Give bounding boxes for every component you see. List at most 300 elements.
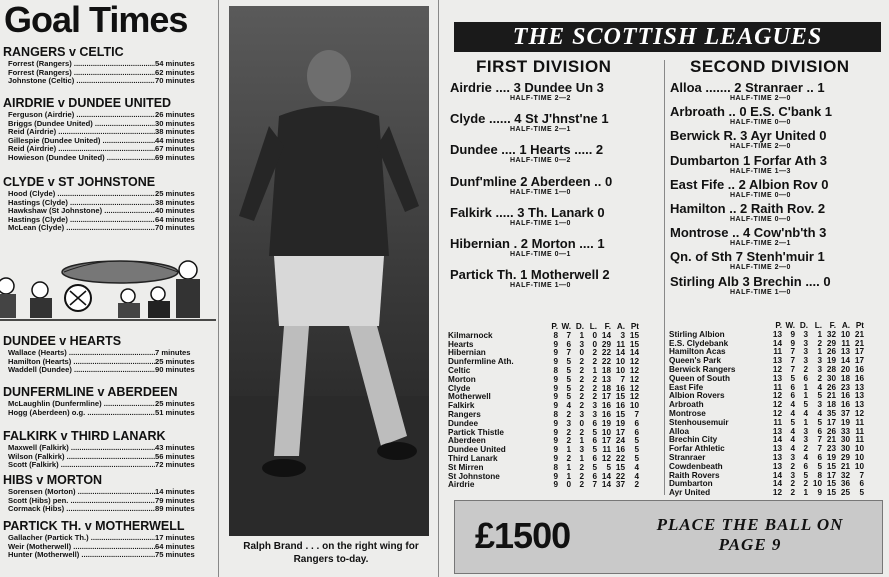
table-cell: 2 bbox=[592, 374, 597, 384]
team-name: Dundee United bbox=[448, 446, 506, 455]
goal-scorer: Scott (Hibs) pen. ..... bbox=[8, 497, 155, 506]
table-cell: 8 bbox=[553, 462, 558, 472]
table-cell: 1 bbox=[579, 330, 584, 340]
table-cell: 6 bbox=[592, 471, 597, 481]
goal-scorer: Sorensen (Morton) ..... bbox=[8, 488, 155, 497]
table-cell: 16 bbox=[615, 383, 625, 393]
match-block bbox=[3, 334, 215, 375]
table-cell: 3 bbox=[579, 339, 584, 349]
table-cell: 26 bbox=[826, 426, 836, 436]
match-heading: DUNDEE v HEARTS bbox=[3, 334, 122, 348]
table-cell: 1 bbox=[579, 453, 584, 463]
table-cell: 7 bbox=[592, 480, 597, 490]
table-cell: 4 bbox=[790, 435, 795, 445]
goal-minute: 67 minutes bbox=[155, 144, 195, 154]
goal-minute: 25 minutes bbox=[155, 356, 195, 366]
team-name: Berwick Rangers bbox=[669, 365, 736, 374]
table-cell: 15 bbox=[615, 409, 625, 419]
half-time-score: HALF-TIME 2—1 bbox=[730, 240, 791, 248]
table-cell: 3 bbox=[803, 356, 808, 366]
match-block bbox=[3, 175, 215, 233]
table-cell: 19 bbox=[826, 356, 836, 366]
match-heading: FALKIRK v THIRD LANARK bbox=[3, 429, 166, 443]
goal-row bbox=[3, 224, 215, 233]
table-cell: 12 bbox=[629, 357, 639, 367]
table-cell: 6 bbox=[634, 418, 639, 428]
half-time-score: HALF-TIME 2—2 bbox=[510, 95, 571, 102]
second-division-title: SECOND DIVISION bbox=[690, 57, 850, 76]
table-cell: 4 bbox=[634, 471, 639, 481]
table-cell: 11 bbox=[855, 417, 864, 427]
table-cell: 1 bbox=[579, 436, 584, 446]
team-name: Queen of South bbox=[669, 374, 730, 383]
goal-row bbox=[3, 505, 215, 514]
half-time-score: HALF-TIME 2—0 bbox=[730, 143, 791, 151]
table-cell: 4 bbox=[566, 401, 571, 411]
team-name: St Mirren bbox=[448, 463, 484, 472]
table-cell: 10 bbox=[812, 479, 822, 489]
goal-scorer: Forrest (Rangers) ..... bbox=[8, 60, 155, 69]
table-cell: 5 bbox=[817, 391, 822, 401]
match-result: Stirling Alb 3 Brechin .... 0 bbox=[670, 273, 831, 289]
table-cell: 26 bbox=[826, 347, 836, 357]
goal-minute: 44 minutes bbox=[155, 135, 195, 145]
table-cell: 21 bbox=[826, 391, 836, 401]
table-cell: 6 bbox=[803, 373, 808, 383]
table-cell: 6 bbox=[790, 391, 795, 401]
goal-scorer: Reid (Airdrie) ..... bbox=[8, 128, 155, 137]
table-cell: 24 bbox=[615, 436, 625, 446]
goal-minute: 56 minutes bbox=[155, 451, 195, 461]
table-cell: 10 bbox=[840, 329, 850, 339]
table-cell: 16 bbox=[840, 391, 850, 401]
goal-minute: 30 minutes bbox=[155, 118, 195, 128]
table-cell: 2 bbox=[790, 488, 795, 498]
table-cell: 5 bbox=[566, 392, 571, 402]
table-cell: 19 bbox=[601, 418, 611, 428]
table-cell: 12 bbox=[854, 408, 864, 418]
goal-minute: 70 minutes bbox=[155, 76, 195, 86]
goal-scorer: Briggs (Dundee United) ..... bbox=[8, 120, 155, 129]
table-cell: 17 bbox=[615, 427, 625, 437]
table-cell: 17 bbox=[826, 470, 836, 480]
table-cell: 13 bbox=[772, 444, 782, 454]
half-time-score: HALF-TIME 1—0 bbox=[510, 282, 571, 290]
table-cell: 2 bbox=[817, 338, 822, 348]
first-division-table bbox=[448, 323, 639, 490]
table-cell: 22 bbox=[601, 357, 611, 367]
team-name: Queen's Park bbox=[669, 357, 722, 366]
team-name: Falkirk bbox=[448, 402, 475, 411]
table-cell: 16 bbox=[615, 401, 625, 411]
table-cell: 15 bbox=[629, 330, 639, 340]
second-division-table bbox=[669, 322, 864, 498]
table-cell: 29 bbox=[601, 339, 611, 349]
table-cell: 12 bbox=[772, 408, 782, 418]
table-cell: 18 bbox=[840, 373, 850, 383]
goal-minute: 25 minutes bbox=[155, 189, 195, 198]
goal-row bbox=[3, 409, 215, 418]
table-cell: 0 bbox=[592, 339, 597, 349]
table-cell: 5 bbox=[634, 445, 639, 455]
half-time-score: HALF-TIME 0—1 bbox=[510, 251, 571, 258]
table-cell: 19 bbox=[840, 417, 850, 427]
goal-times-column bbox=[0, 0, 216, 577]
table-cell: 11 bbox=[855, 426, 864, 436]
goal-minute: 72 minutes bbox=[155, 460, 195, 470]
table-cell: 3 bbox=[566, 418, 571, 428]
team-name: E.S. Clydebank bbox=[669, 339, 729, 348]
table-cell: 7 bbox=[859, 470, 864, 480]
table-cell: 21 bbox=[826, 435, 836, 445]
goal-row bbox=[3, 461, 215, 470]
table-cell: 30 bbox=[840, 444, 850, 454]
goal-scorer: Gallacher (Partick Th.) ..... bbox=[8, 534, 155, 543]
table-cell: 1 bbox=[803, 417, 808, 427]
table-cell: 2 bbox=[579, 392, 584, 402]
table-cell: 37 bbox=[840, 408, 850, 418]
table-cell: 10 bbox=[629, 401, 639, 411]
table-cell: 14 bbox=[772, 435, 782, 445]
team-name: Albion Rovers bbox=[669, 392, 725, 401]
half-time-score: HALF-TIME 0—0 bbox=[730, 191, 791, 199]
match-result: Alloa ....... 2 Stranraer .. 1 bbox=[670, 80, 825, 95]
match-result: Montrose .. 4 Cow'nb'th 3 bbox=[670, 225, 827, 241]
table-cell: 13 bbox=[772, 373, 782, 383]
player-photo bbox=[229, 6, 429, 536]
goal-scorer: Reid (Airdrie) ..... bbox=[8, 145, 155, 154]
table-cell: 12 bbox=[772, 400, 782, 410]
table-cell: 15 bbox=[826, 461, 836, 471]
table-cell: 5 bbox=[566, 374, 571, 384]
table-cell: 3 bbox=[790, 470, 795, 480]
table-cell: 4 bbox=[803, 408, 808, 418]
table-cell: 7 bbox=[566, 330, 571, 340]
table-cell: 14 bbox=[840, 356, 850, 366]
table-cell: 11 bbox=[773, 417, 782, 427]
table-cell: 5 bbox=[606, 462, 611, 472]
table-cell: 10 bbox=[854, 452, 864, 462]
match-result: Arbroath .. 0 E.S. C'bank 1 bbox=[670, 104, 833, 120]
table-cell: 2 bbox=[592, 383, 597, 393]
table-cell: 5 bbox=[817, 417, 822, 427]
goal-scorer: McLaughlin (Dunfermline) ..... bbox=[8, 400, 155, 409]
table-cell: 5 bbox=[790, 373, 795, 383]
table-cell: 19 bbox=[826, 452, 836, 462]
table-cell: 7 bbox=[790, 364, 795, 374]
table-cell: 9 bbox=[553, 383, 558, 393]
division-divider bbox=[664, 60, 665, 495]
goal-minute: 40 minutes bbox=[155, 206, 195, 216]
table-cell: 2 bbox=[566, 409, 571, 419]
table-cell: 1 bbox=[566, 445, 571, 455]
table-cell: 8 bbox=[553, 409, 558, 419]
table-cell: 22 bbox=[615, 471, 625, 481]
match-block bbox=[3, 519, 215, 560]
table-header-cell: W. bbox=[561, 322, 571, 331]
table-cell: 2 bbox=[579, 374, 584, 384]
table-cell: 6 bbox=[859, 479, 864, 489]
table-cell: 5 bbox=[566, 383, 571, 393]
table-cell: 7 bbox=[817, 444, 822, 454]
table-cell: 33 bbox=[840, 426, 850, 436]
table-cell: 22 bbox=[615, 453, 625, 463]
table-cell: 13 bbox=[601, 374, 611, 384]
goal-minute: 17 minutes bbox=[155, 533, 195, 542]
goal-scorer: McLean (Clyde) ..... bbox=[8, 224, 155, 233]
table-cell: 5 bbox=[592, 427, 597, 437]
table-cell: 7 bbox=[566, 348, 571, 358]
goal-scorer: Hamilton (Hearts) ..... bbox=[8, 358, 155, 367]
team-name: Montrose bbox=[669, 409, 706, 418]
half-time-score: HALF-TIME 1—0 bbox=[510, 188, 571, 196]
table-cell: 2 bbox=[566, 453, 571, 463]
match-heading: RANGERS v CELTIC bbox=[3, 45, 124, 59]
goal-scorer: Hastings (Clyde) ..... bbox=[8, 216, 155, 225]
goal-row bbox=[3, 154, 215, 163]
footballer-cartoon bbox=[0, 250, 216, 322]
team-name: Raith Rovers bbox=[669, 471, 720, 480]
table-cell: 12 bbox=[629, 383, 639, 393]
table-header-cell: Pt bbox=[855, 321, 864, 330]
table-cell: 13 bbox=[854, 382, 864, 392]
match-result: Clyde ...... 4 St J'hnst'ne 1 bbox=[450, 111, 609, 127]
table-cell: 17 bbox=[854, 347, 864, 357]
table-cell: 9 bbox=[553, 445, 558, 455]
goal-scorer: Hastings (Clyde) ..... bbox=[8, 199, 155, 208]
table-cell: 2 bbox=[592, 357, 597, 367]
goal-scorer: Wallace (Hearts) ..... bbox=[8, 349, 155, 358]
table-cell: 4 bbox=[790, 426, 795, 436]
table-cell: 2 bbox=[592, 392, 597, 402]
team-name: East Fife bbox=[669, 383, 704, 392]
table-cell: 5 bbox=[592, 445, 597, 455]
table-cell: 14 bbox=[601, 471, 611, 481]
team-name: Stranraer bbox=[669, 453, 706, 462]
table-header-cell: A. bbox=[616, 322, 625, 331]
table-cell: 23 bbox=[826, 444, 836, 454]
table-cell: 1 bbox=[817, 347, 822, 357]
team-name: Ayr United bbox=[669, 489, 711, 498]
match-block bbox=[3, 45, 215, 86]
half-time-score: HALF-TIME 0—2 bbox=[510, 157, 571, 165]
table-cell: 9 bbox=[817, 488, 822, 498]
table-cell: 3 bbox=[803, 329, 808, 339]
table-cell: 15 bbox=[615, 392, 625, 402]
table-cell: 17 bbox=[601, 436, 611, 446]
table-cell: 13 bbox=[772, 329, 782, 339]
table-cell: 3 bbox=[592, 401, 597, 411]
team-name: Aberdeen bbox=[448, 437, 486, 446]
match-block bbox=[3, 96, 215, 163]
table-cell: 14 bbox=[772, 479, 782, 489]
table-cell: 2 bbox=[790, 461, 795, 471]
team-name: Hamilton Acas bbox=[669, 348, 726, 357]
table-cell: 6 bbox=[592, 436, 597, 446]
table-header-cell: F. bbox=[604, 322, 611, 331]
goal-scorer: Gillespie (Dundee United) ..... bbox=[8, 137, 155, 146]
table-cell: 9 bbox=[553, 401, 558, 411]
match-result: East Fife .. 2 Albion Rov 0 bbox=[670, 176, 829, 192]
table-cell: 9 bbox=[553, 392, 558, 402]
team-name: Kilmarnock bbox=[448, 331, 493, 340]
table-cell: 4 bbox=[790, 444, 795, 454]
goal-scorer: Johnstone (Celtic) ..... bbox=[8, 77, 155, 86]
table-cell: 6 bbox=[566, 339, 571, 349]
table-cell: 17 bbox=[601, 392, 611, 402]
table-cell: 14 bbox=[601, 330, 611, 340]
match-result: Hamilton .. 2 Raith Rov. 2 bbox=[670, 201, 826, 216]
scottish-leagues-banner: THE SCOTTISH LEAGUES bbox=[454, 22, 881, 52]
goal-scorer: Howieson (Dundee United) ..... bbox=[8, 154, 155, 163]
table-cell: 29 bbox=[840, 452, 850, 462]
team-name: Morton bbox=[448, 375, 476, 384]
goal-minute: 79 minutes bbox=[155, 495, 195, 505]
table-cell: 25 bbox=[840, 488, 850, 498]
table-cell: 9 bbox=[553, 339, 558, 349]
half-time-score: HALF-TIME 1—0 bbox=[730, 288, 791, 296]
table-cell: 12 bbox=[629, 374, 639, 384]
table-cell: 0 bbox=[566, 480, 571, 490]
table-cell: 2 bbox=[803, 364, 808, 374]
table-cell: 6 bbox=[592, 418, 597, 428]
goal-minute: 26 minutes bbox=[155, 110, 195, 119]
table-cell: 21 bbox=[854, 329, 864, 339]
table-cell: 6 bbox=[817, 426, 822, 436]
table-cell: 32 bbox=[840, 470, 850, 480]
table-cell: 2 bbox=[579, 427, 584, 437]
table-cell: 8 bbox=[553, 365, 558, 375]
table-cell: 3 bbox=[579, 409, 584, 419]
table-cell: 2 bbox=[803, 444, 808, 454]
match-result: Berwick R. 3 Ayr United 0 bbox=[670, 128, 827, 144]
table-header-cell: D. bbox=[575, 322, 584, 331]
match-heading: DUNFERMLINE v ABERDEEN bbox=[3, 385, 178, 399]
table-cell: 13 bbox=[854, 391, 864, 401]
team-name: Airdrie bbox=[448, 481, 475, 490]
table-cell: 3 bbox=[620, 330, 625, 340]
table-cell: 12 bbox=[629, 392, 639, 402]
goal-row bbox=[3, 366, 215, 375]
table-cell: 13 bbox=[772, 356, 782, 366]
table-cell: 9 bbox=[553, 418, 558, 428]
table-header-spacer bbox=[448, 323, 548, 332]
goal-minute: 51 minutes bbox=[155, 407, 195, 417]
table-cell: 10 bbox=[615, 357, 625, 367]
table-cell: 16 bbox=[601, 409, 611, 419]
competition-advert bbox=[454, 500, 883, 574]
table-cell: 1 bbox=[592, 365, 597, 375]
match-result: Dumbarton 1 Forfar Ath 3 bbox=[670, 152, 827, 168]
team-name: Alloa bbox=[669, 427, 690, 436]
table-cell: 35 bbox=[826, 408, 836, 418]
table-cell: 9 bbox=[553, 427, 558, 437]
table-cell: 2 bbox=[803, 479, 808, 489]
goal-minute: 90 minutes bbox=[155, 365, 195, 375]
table-cell: 2 bbox=[579, 480, 584, 490]
half-time-score: HALF-TIME 2—0 bbox=[730, 95, 791, 102]
table-cell: 6 bbox=[592, 453, 597, 463]
table-cell: 18 bbox=[826, 400, 836, 410]
goal-minute: 64 minutes bbox=[155, 541, 195, 551]
goal-minute: 70 minutes bbox=[155, 223, 195, 233]
table-cell: 3 bbox=[817, 400, 822, 410]
table-cell: 2 bbox=[579, 357, 584, 367]
match-heading: HIBS v MORTON bbox=[3, 473, 103, 487]
match-block bbox=[3, 385, 215, 417]
table-header-spacer bbox=[669, 322, 769, 331]
table-cell: 3 bbox=[790, 452, 795, 462]
match-heading: PARTICK TH. v MOTHERWELL bbox=[3, 519, 185, 533]
match-heading: AIRDRIE v DUNDEE UNITED bbox=[3, 96, 172, 110]
table-cell: 7 bbox=[634, 409, 639, 419]
goal-minute: 69 minutes bbox=[155, 152, 195, 162]
table-cell: 18 bbox=[601, 383, 611, 393]
table-cell: 11 bbox=[616, 339, 625, 349]
match-result: Dunf'mline 2 Aberdeen .. 0 bbox=[450, 173, 613, 189]
table-cell: 5 bbox=[803, 400, 808, 410]
table-cell: 11 bbox=[855, 435, 864, 445]
table-cell: 1 bbox=[566, 462, 571, 472]
table-cell: 5 bbox=[592, 462, 597, 472]
table-cell: 1 bbox=[803, 488, 808, 498]
table-cell: 17 bbox=[826, 417, 836, 427]
match-block bbox=[3, 473, 215, 514]
table-header-cell: F. bbox=[829, 321, 836, 330]
goal-row bbox=[3, 551, 215, 560]
table-cell: 32 bbox=[826, 329, 836, 339]
table-cell: 2 bbox=[566, 436, 571, 446]
table-cell: 20 bbox=[840, 364, 850, 374]
table-cell: 9 bbox=[553, 480, 558, 490]
goal-row bbox=[3, 77, 215, 86]
table-cell: 3 bbox=[817, 356, 822, 366]
table-cell: 16 bbox=[854, 364, 864, 374]
match-result: Hibernian . 2 Morton .... 1 bbox=[450, 236, 605, 251]
table-cell: 16 bbox=[601, 401, 611, 411]
table-cell: 12 bbox=[601, 453, 611, 463]
table-cell: 30 bbox=[826, 373, 836, 383]
table-cell: 2 bbox=[566, 427, 571, 437]
table-cell: 21 bbox=[840, 461, 850, 471]
team-name: Partick Thistle bbox=[448, 428, 504, 437]
table-cell: 15 bbox=[826, 488, 836, 498]
table-row bbox=[669, 489, 864, 498]
match-result: Partick Th. 1 Motherwell 2 bbox=[450, 267, 610, 283]
table-cell: 15 bbox=[826, 479, 836, 489]
table-cell: 37 bbox=[615, 480, 625, 490]
goal-minute: 54 minutes bbox=[155, 59, 195, 68]
half-time-score: HALF-TIME 0—0 bbox=[730, 119, 791, 127]
table-cell: 1 bbox=[803, 382, 808, 392]
table-header-cell: W. bbox=[785, 321, 795, 330]
prize-amount: £1500 bbox=[475, 515, 571, 556]
table-cell: 10 bbox=[854, 461, 864, 471]
table-header-cell: L. bbox=[589, 322, 597, 331]
goal-times-title: Goal Times bbox=[4, 0, 188, 40]
table-cell: 0 bbox=[579, 348, 584, 358]
table-cell: 9 bbox=[553, 436, 558, 446]
goal-minute: 62 minutes bbox=[155, 67, 195, 77]
table-cell: 2 bbox=[790, 479, 795, 489]
table-cell: 12 bbox=[772, 364, 782, 374]
half-time-score: HALF-TIME 2—1 bbox=[510, 126, 571, 134]
team-name: Hearts bbox=[448, 340, 474, 349]
table-cell: 4 bbox=[817, 382, 822, 392]
team-name: Motherwell bbox=[448, 393, 491, 402]
goal-scorer: Cormack (Hibs) ..... bbox=[8, 505, 155, 514]
table-cell: 3 bbox=[803, 426, 808, 436]
